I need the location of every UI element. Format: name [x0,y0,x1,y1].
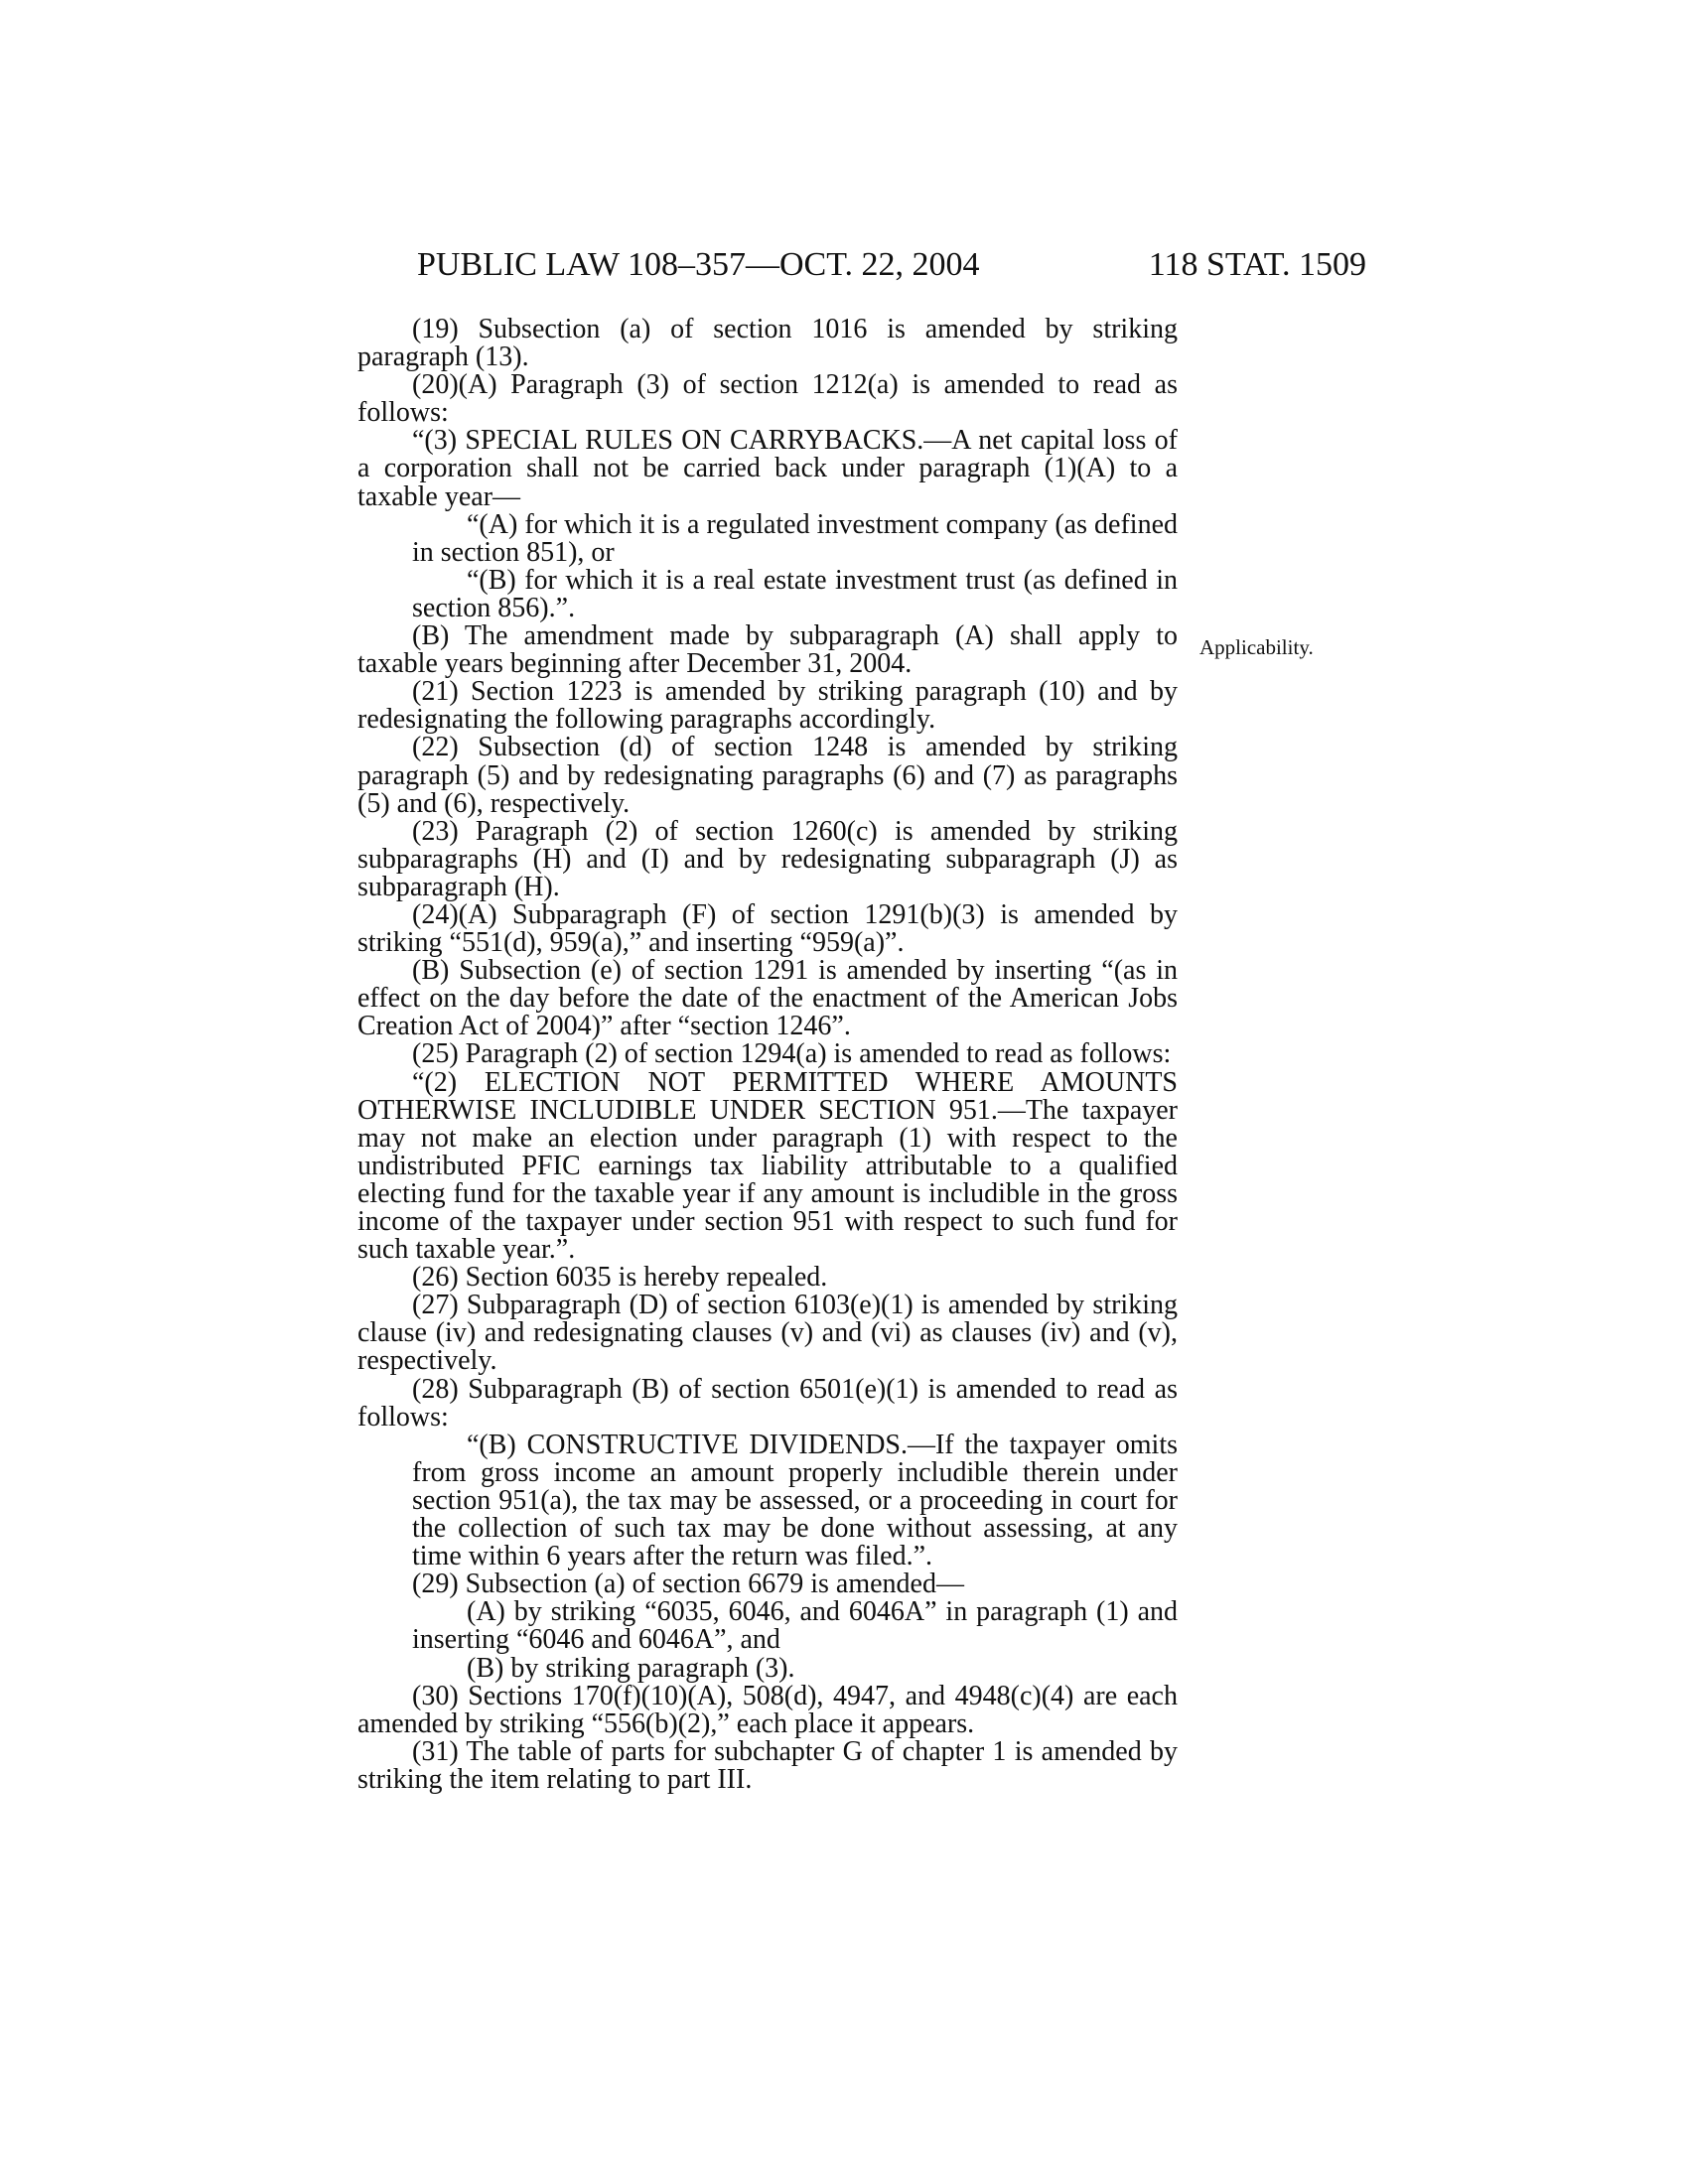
paragraph-23: (23) Paragraph (2) of section 1260(c) is amended by striking subparagraphs (H) and (I) and by redesignating subparagraph (J) as subparagraph (H). [357,815,1178,902]
paragraph-21: (21) Section 1223 is amended by striking paragraph (10) and by redesignating the following paragraphs accordingly. [357,676,1178,736]
paragraph-29a: (A) by striking “6035, 6046, and 6046A” in paragraph (1) and inserting “6046 and 6046A”, and [412,1596,1178,1656]
header-statute-page: 118 STAT. 1509 [1148,246,1366,283]
paragraph-29: (29) Subsection (a) of section 6679 is amended— [412,1569,964,1600]
paragraph-20a: (20)(A) Paragraph (3) of section 1212(a) is amended to read as follows: [357,369,1178,429]
quoted-paragraph-2: “(2) ELECTION NOT PERMITTED WHERE AMOUNTS OTHERWISE INCLUDIBLE UNDER SECTION 951.—The taxpayer may not make an election under paragraph (1) with respect to the undistributed PFIC earnings tax liability attributable to a qualified electing fund for the taxable year if any amount is includible in the gross income of the taxpayer under section 951 with respect to such fund for such taxable year.”. [357,1066,1178,1266]
paragraph-27: (27) Subparagraph (D) of section 6103(e)(1) is amended by striking clause (iv) and redesignating clauses (v) and (vi) as clauses (iv) and (v), respectively. [357,1290,1178,1377]
quoted-paragraph-3: “(3) SPECIAL RULES ON CARRYBACKS.—A net capital loss of a corporation shall not be carried back under paragraph (1)(A) to a taxable year— [357,425,1178,512]
paragraph-25: (25) Paragraph (2) of section 1294(a) is amended to read as follows: [412,1038,1172,1070]
quoted-subparagraph-b: “(B) for which it is a real estate investment trust (as defined in section 856).”. [412,564,1178,623]
page-header [417,240,1366,290]
quoted-subparagraph-a: “(A) for which it is a regulated investment company (as defined in section 851), or [412,508,1178,568]
paragraph-22: (22) Subsection (d) of section 1248 is amended by striking paragraph (5) and by redesignating paragraphs (6) and (7) as paragraphs (5) and (6), respectively. [357,732,1178,819]
document-body [357,316,1178,1794]
paragraph-24b: (B) Subsection (e) of section 1291 is amended by inserting “(as in effect on the day before the date of the enactment of the American Jobs Creation Act of 2004)” after “section 1246”. [357,955,1178,1042]
header-law-citation: PUBLIC LAW 108–357—OCT. 22, 2004 [417,246,980,283]
paragraph-26: (26) Section 6035 is hereby repealed. [412,1262,828,1294]
margin-note-applicability: Applicability. [1199,635,1314,659]
paragraph-20b: (B) The amendment made by subparagraph (A) shall apply to taxable years beginning after December 31, 2004. [357,620,1178,680]
paragraph-30: (30) Sections 170(f)(10)(A), 508(d), 4947, and 4948(c)(4) are each amended by striking “556(b)(2),” each place it appears. [357,1680,1178,1739]
quoted-subparagraph-b-constructive-dividends: “(B) CONSTRUCTIVE DIVIDENDS.—If the taxpayer omits from gross income an amount properly includible therein under section 951(a), the tax may be assessed, or a proceeding in court for the collection of such tax may be done without assessing, at any time within 6 years after the return was filed.”. [412,1429,1178,1572]
paragraph-19: (19) Subsection (a) of section 1016 is amended by striking paragraph (13). [357,314,1178,373]
paragraph-24a: (24)(A) Subparagraph (F) of section 1291(b)(3) is amended by striking “551(d), 959(a),” and inserting “959(a)”. [357,898,1178,959]
paragraph-29b: (B) by striking paragraph (3). [467,1652,795,1684]
paragraph-28: (28) Subparagraph (B) of section 6501(e)(1) is amended to read as follows: [357,1373,1178,1433]
paragraph-31: (31) The table of parts for subchapter G of chapter 1 is amended by striking the item relating to part III. [357,1735,1178,1795]
